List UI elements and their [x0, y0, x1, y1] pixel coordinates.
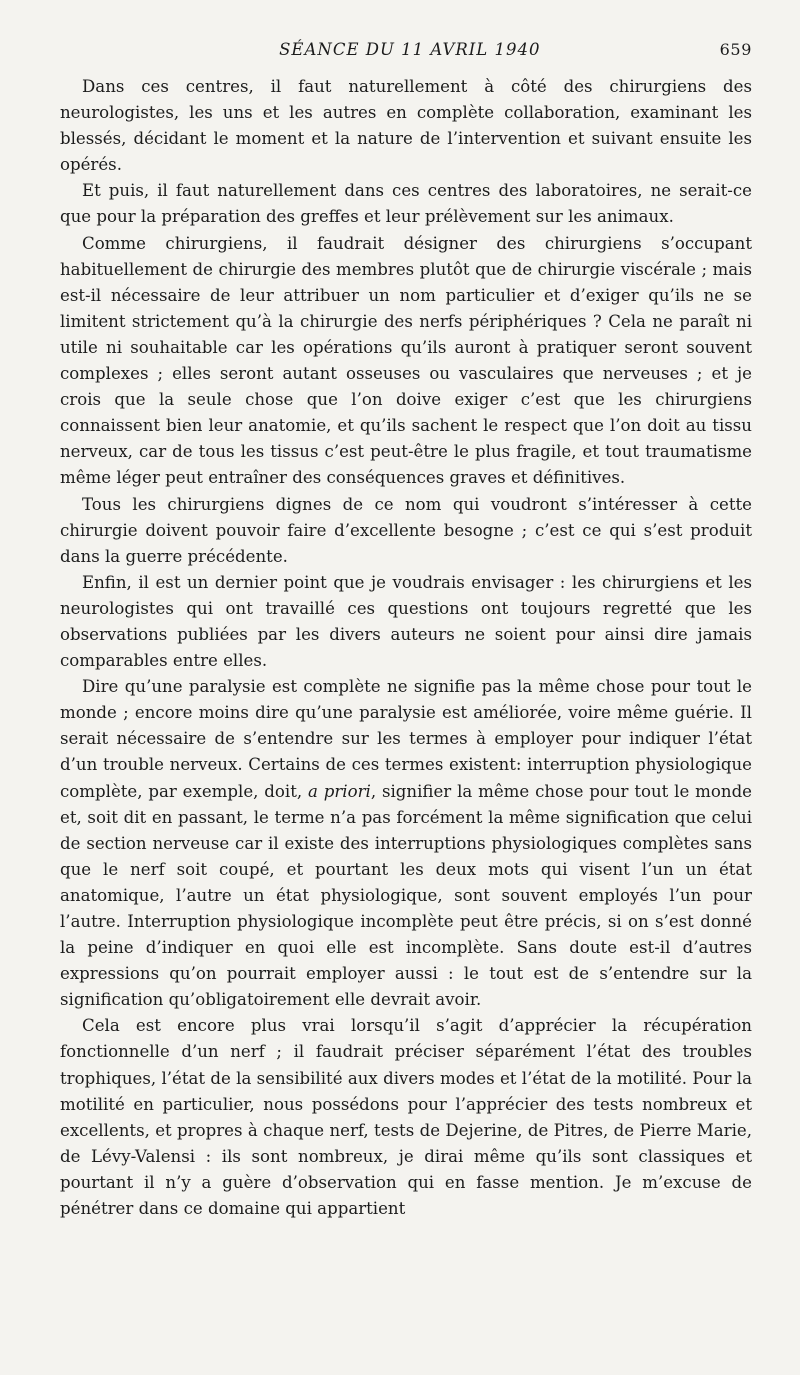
- paragraph: Dans ces centres, il faut naturellement à côté des chirurgiens des neurologistes, les uns et les autres en complète collaboration, examinant les blessés, décidant le moment et la nature de l’intervention et suivant ensuite les opérés.: [60, 77, 752, 175]
- paragraph: Comme chirurgiens, il faudrait désigner des chirurgiens s’occupant habituellement de chirurgie des membres plutôt que de chirurgie viscérale ; mais est-il nécessaire de leur attribuer un nom particulier et d’exiger qu’ils ne se limitent strictement qu’à la chirurgie des nerfs périphériques ? Cela ne paraît ni utile ni souhaitable car les opérations qu’ils auront à pratiquer seront souvent complexes ; elles seront autant osseuses ou vasculaires que nerveuses ; et je crois que la seule chose que l’on doive exiger c’est que les chirurgiens connaissent bien leur anatomie, et qu’ils sachent le respect que l’on doit au tissu nerveux, car de tous les tissus c’est peut-être le plus fragile, et tout traumatisme même léger peut entraîner des conséquences graves et définitives.: [60, 233, 752, 488]
- document-page: [60, 40, 752, 1222]
- paragraph: Cela est encore plus vrai lorsqu’il s’agit d’apprécier la récupération fonctionnelle d’un nerf ; il faudrait préciser séparément l’état des troubles trophiques, l’état de la sensibilité aux divers modes et l’état de la motilité. Pour la motilité en particulier, nous possédons pour l’apprécier des tests nombreux et excellents, et propres à chaque nerf, tests de Dejerine, de Pitres, de Pierre Marie, de Lévy-Valensi : ils sont nombreux, je dirai même qu’ils sont classiques et pourtant il n’y a guère d’observation qui en fasse mention. Je m’excuse de pénétrer dans ce domaine qui appartient: [60, 1016, 752, 1219]
- paragraph: [60, 674, 752, 1013]
- running-header: [60, 40, 752, 74]
- paragraph: Enfin, il est un dernier point que je voudrais envisager : les chirurgiens et les neurologistes qui ont travaillé ces questions ont toujours regretté que les observations publiées par les divers auteurs ne soient pour ainsi dire jamais comparables entre elles.: [60, 572, 752, 671]
- running-title: SÉANCE DU 11 AVRIL 1940: [279, 40, 541, 59]
- paragraph-text: Dire qu’une paralysie est complète ne signifie pas la même chose pour tout le monde ; encore moins dire qu’une paralysie est améliorée, voire même guérie. Il serait nécessaire de s’entendre sur les termes à employer pour indiquer l’état d’un trouble nerveux. Certains de ces termes existent: interruption physiologique complète, par exemple, doit,: [60, 677, 752, 801]
- latin-emphasis: a priori: [308, 781, 371, 801]
- paragraph-text: , signifier la même chose pour tout le monde et, soit dit en passant, le terme n’a pas forcément la même signification que celui de section nerveuse car il existe des interruptions physiologiques complètes sans que le nerf soit coupé, et pourtant les deux mots qui visent l’un un état anatomique, l’autre un état physiologique, sont souvent employés l’un pour l’autre. Interruption physiologique incomplète peut être précis, si on s’est donné la peine d’indiquer en quoi elle est incomplète. Sans doute est-il d’autres expressions qu’on pourrait employer aussi : le tout est de s’entendre sur la signification qu’obligatoirement elle devrait avoir.: [60, 781, 753, 1010]
- paragraph: Tous les chirurgiens dignes de ce nom qui voudront s’intéresser à cette chirurgie doivent pouvoir faire d’excellente besogne ; c’est ce qui s’est produit dans la guerre précédente.: [60, 494, 752, 566]
- body-text: [60, 74, 752, 1222]
- paragraph: Et puis, il faut naturellement dans ces centres des laboratoires, ne serait-ce que pour la préparation des greffes et leur prélèvement sur les animaux.: [60, 181, 752, 227]
- page-number: 659: [719, 40, 752, 59]
